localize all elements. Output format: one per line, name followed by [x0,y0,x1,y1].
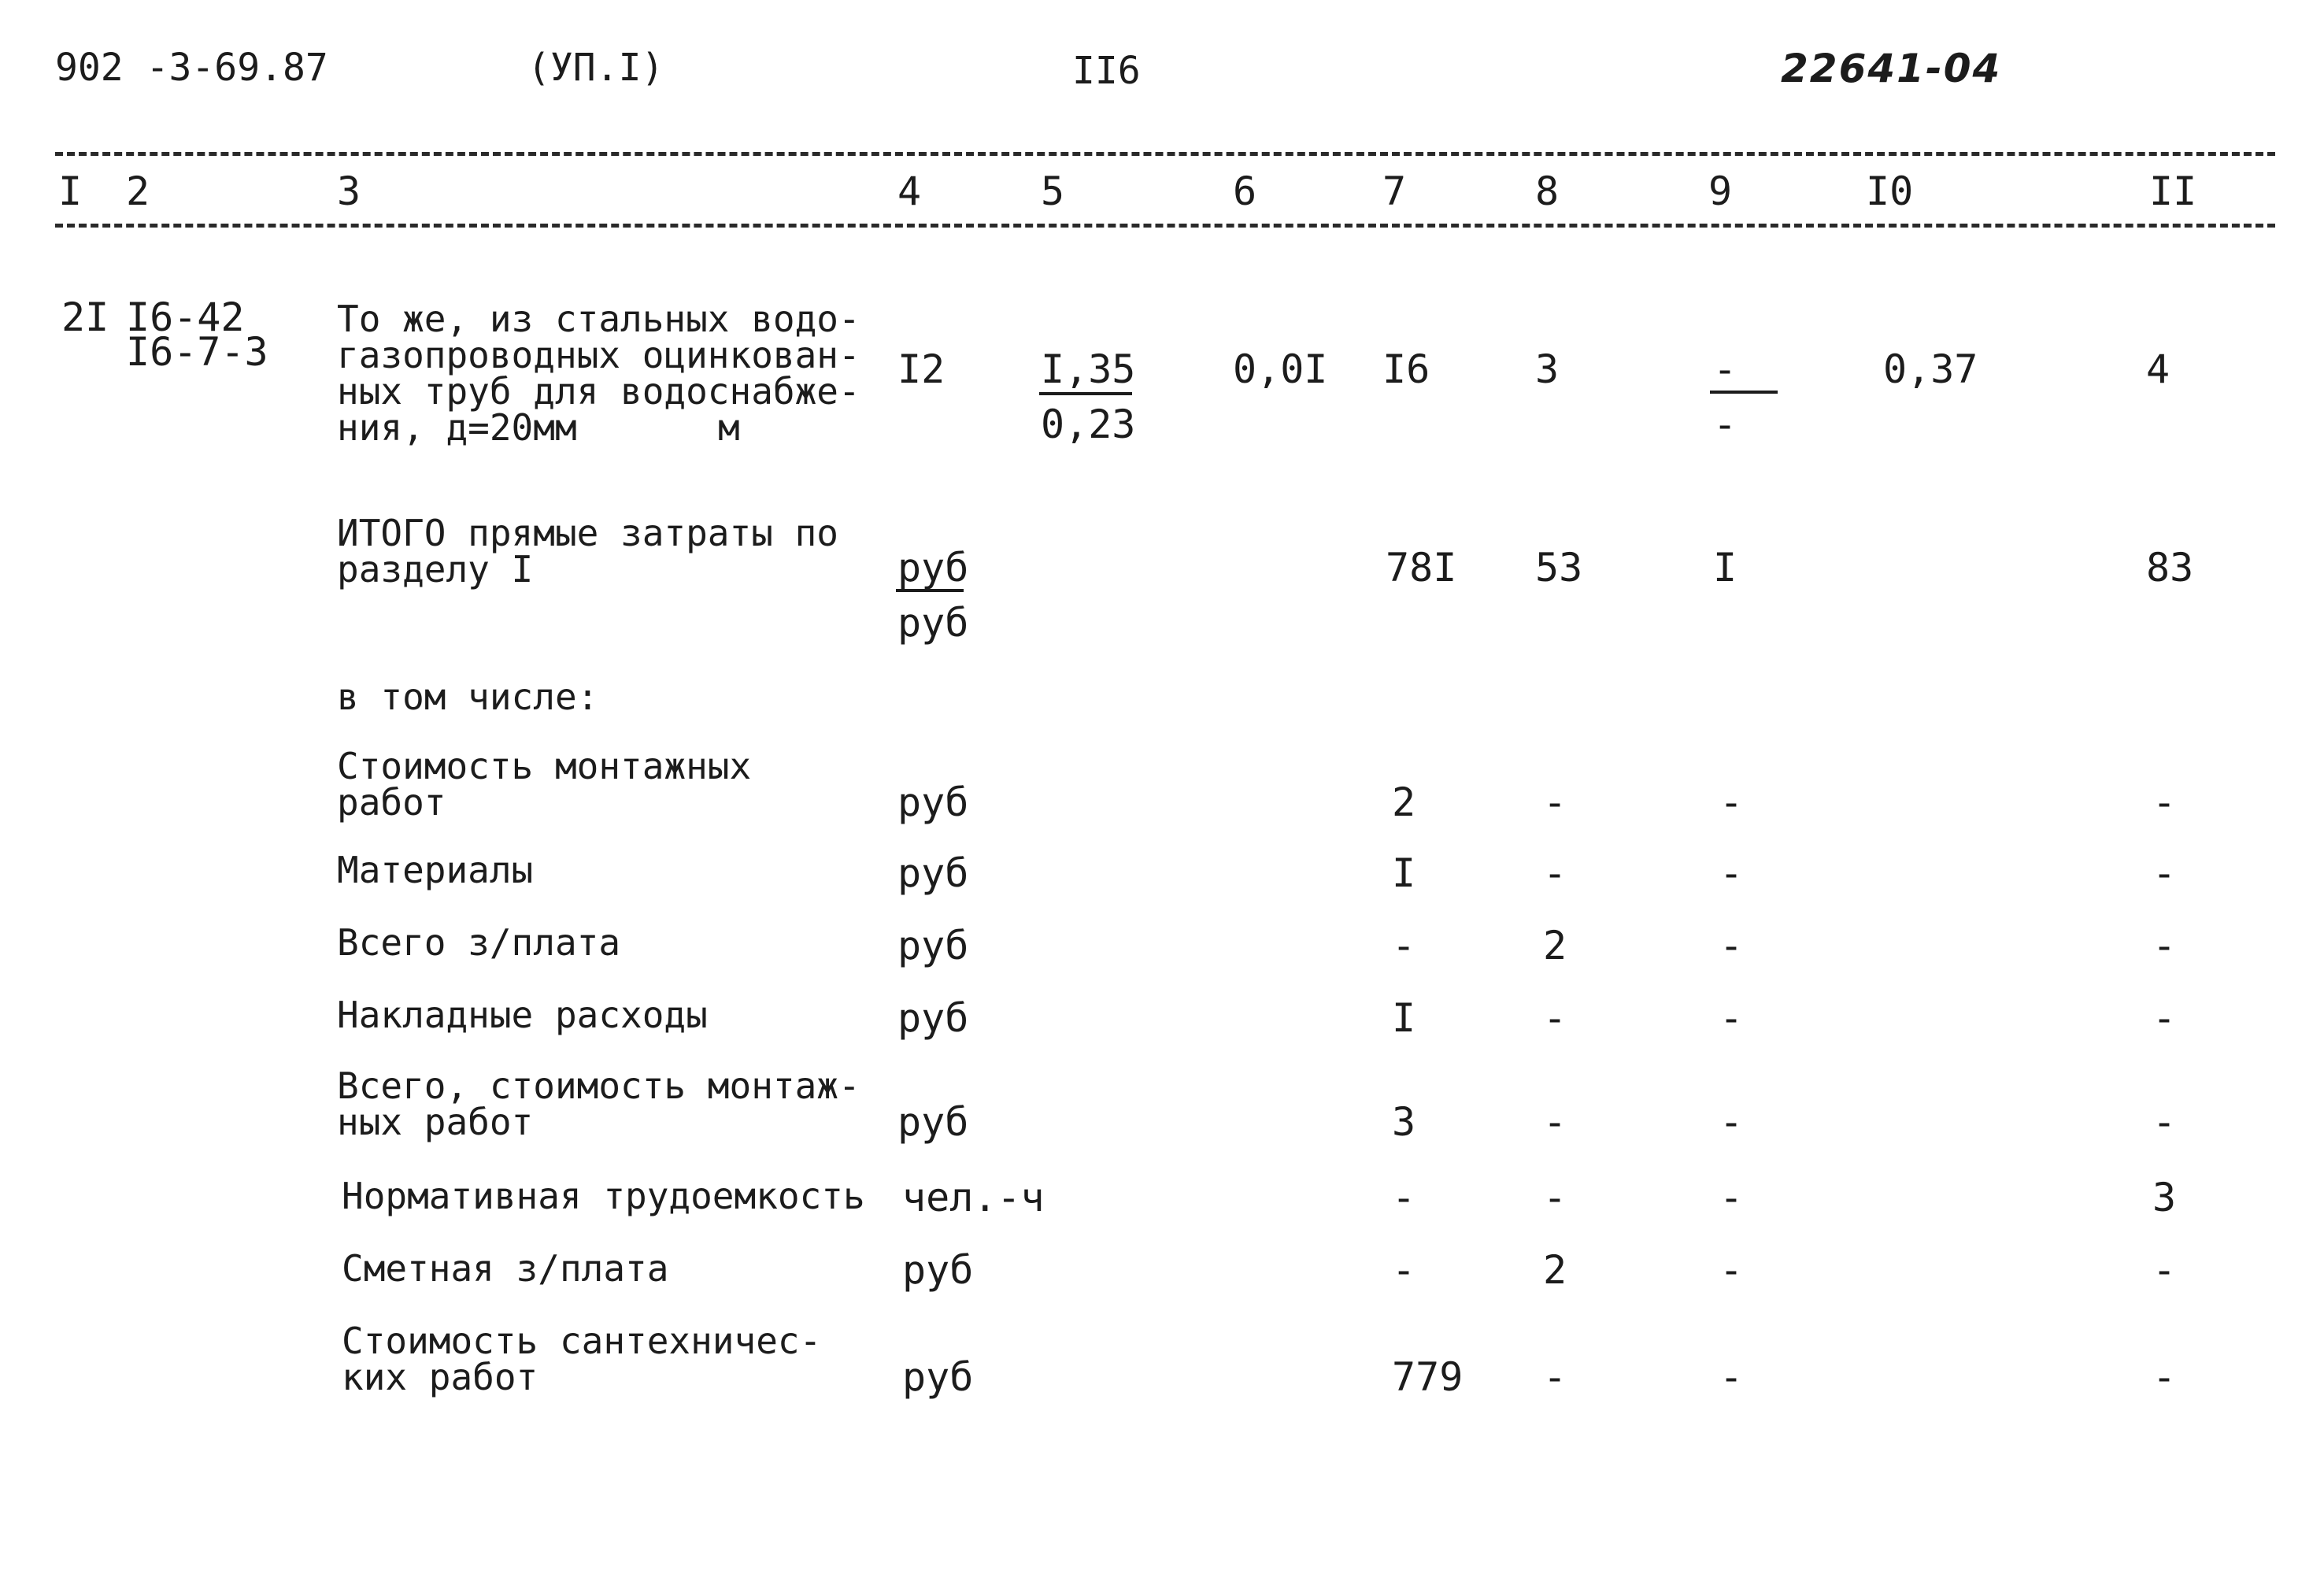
breakdown-column-11: - [2152,850,2177,896]
breakdown-column-7: 779 [1392,1354,1464,1400]
total-column-9: I [1713,545,1737,591]
breakdown-column-11: 3 [2152,1175,2177,1220]
breakdown-unit: руб [897,779,969,825]
breakdown-column-8: 2 [1543,923,1567,968]
section-label: (УП.I) [527,46,664,90]
breakdown-column-9: - [1719,1175,1744,1220]
column-6-value: 0,0I [1233,346,1328,392]
handwritten-registration-number: 22641-04 [1781,46,2002,91]
total-label-line: разделу I [337,548,534,591]
breakdown-unit: руб [902,1247,974,1293]
breakdown-label-line: Нормативная трудоемкость [342,1175,865,1217]
work-description-line: газопроводных оцинкован- [337,334,860,376]
breakdown-unit: руб [902,1354,974,1400]
unit-cost-wages: 0,23 [1041,402,1136,447]
column-header-1: I [58,168,83,214]
row-number: 2I [61,294,109,340]
breakdown-column-8: 2 [1543,1247,1567,1293]
breakdown-column-11: - [2152,923,2177,968]
column-header-4: 4 [897,168,922,214]
work-description-line: ния, д=20мм [337,406,577,449]
price-code: I6-7-3 [126,329,268,375]
total-unit-bottom: руб [897,600,969,646]
breakdown-column-9: - [1719,995,1744,1041]
work-description-line: То же, из стальных водо- [337,298,860,340]
total-label-line: ИТОГО прямые затраты по [337,512,838,554]
column-header-8: 8 [1535,168,1560,214]
column-header-3: 3 [337,168,361,214]
breakdown-column-8: - [1543,850,1567,896]
column-header-9: 9 [1708,168,1733,214]
breakdown-column-7: - [1392,1175,1416,1220]
column-11-value: 4 [2146,346,2170,392]
column-9-bottom-dash: - [1713,402,1737,447]
breakdown-column-11: - [2152,1099,2177,1145]
column-header-10: I0 [1866,168,1914,214]
breakdown-column-11: - [2152,1247,2177,1293]
breakdown-column-9: - [1719,923,1744,968]
breakdown-label-line: ных работ [337,1101,534,1143]
unit-cost-total: I,35 [1041,346,1136,392]
norm-code: I6-42 [126,294,245,340]
page-number: II6 [1072,49,1141,93]
column-header-6: 6 [1233,168,1257,214]
column-10-value: 0,37 [1883,346,1978,392]
total-column-8: 53 [1535,545,1583,591]
total-column-11: 83 [2146,545,2194,591]
fraction-line [896,589,964,592]
header-bottom-rule [55,224,2275,228]
total-column-7: 78I [1386,545,1457,591]
breakdown-unit: чел.-ч [902,1175,1045,1220]
breakdown-column-7: - [1392,1247,1416,1293]
fraction-line [1039,392,1132,395]
total-unit-top: руб [897,545,969,591]
breakdown-unit: руб [897,995,969,1041]
column-7-value: I6 [1382,346,1430,392]
breakdown-column-7: I [1392,995,1416,1041]
breakdown-column-9: - [1719,1099,1744,1145]
breakdown-label-line: ких работ [342,1356,538,1398]
breakdown-unit: руб [897,1099,969,1145]
breakdown-column-11: - [2152,1354,2177,1400]
breakdown-column-8: - [1543,779,1567,825]
breakdown-column-9: - [1719,1247,1744,1293]
breakdown-column-9: - [1719,850,1744,896]
breakdown-label-line: работ [337,781,446,824]
breakdown-column-7: I [1392,850,1416,896]
breakdown-column-8: - [1543,1175,1567,1220]
including-label: в том числе: [337,676,599,718]
column-header-5: 5 [1041,168,1065,214]
breakdown-column-8: - [1543,1099,1567,1145]
breakdown-unit: руб [897,850,969,896]
header-top-rule [55,152,2275,156]
breakdown-column-11: - [2152,779,2177,825]
column-header-7: 7 [1382,168,1407,214]
breakdown-column-7: 2 [1392,779,1416,825]
breakdown-label-line: Всего, стоимость монтаж- [337,1064,860,1107]
column-header-2: 2 [126,168,150,214]
column-9-top-dash: - [1713,346,1737,392]
fraction-line [1710,391,1778,394]
breakdown-column-7: - [1392,923,1416,968]
column-8-value: 3 [1535,346,1560,392]
breakdown-label-line: Материалы [337,849,534,891]
unit-of-measure: м [718,406,740,449]
breakdown-label-line: Всего з/плата [337,921,621,964]
breakdown-label-line: Стоимость монтажных [337,745,752,787]
breakdown-column-9: - [1719,779,1744,825]
breakdown-column-11: - [2152,995,2177,1041]
breakdown-label-line: Накладные расходы [337,994,708,1036]
document-code: 902 -3-69.87 [55,46,328,90]
breakdown-column-9: - [1719,1354,1744,1400]
breakdown-column-8: - [1543,995,1567,1041]
column-header-11: II [2149,168,2197,214]
breakdown-column-8: - [1543,1354,1567,1400]
breakdown-label-line: Сметная з/плата [342,1247,669,1290]
quantity-value: I2 [897,346,946,392]
work-description-line: ных труб для водоснабже- [337,370,860,413]
breakdown-unit: руб [897,923,969,968]
breakdown-label-line: Стоимость сантехничес- [342,1320,822,1362]
breakdown-column-7: 3 [1392,1099,1416,1145]
